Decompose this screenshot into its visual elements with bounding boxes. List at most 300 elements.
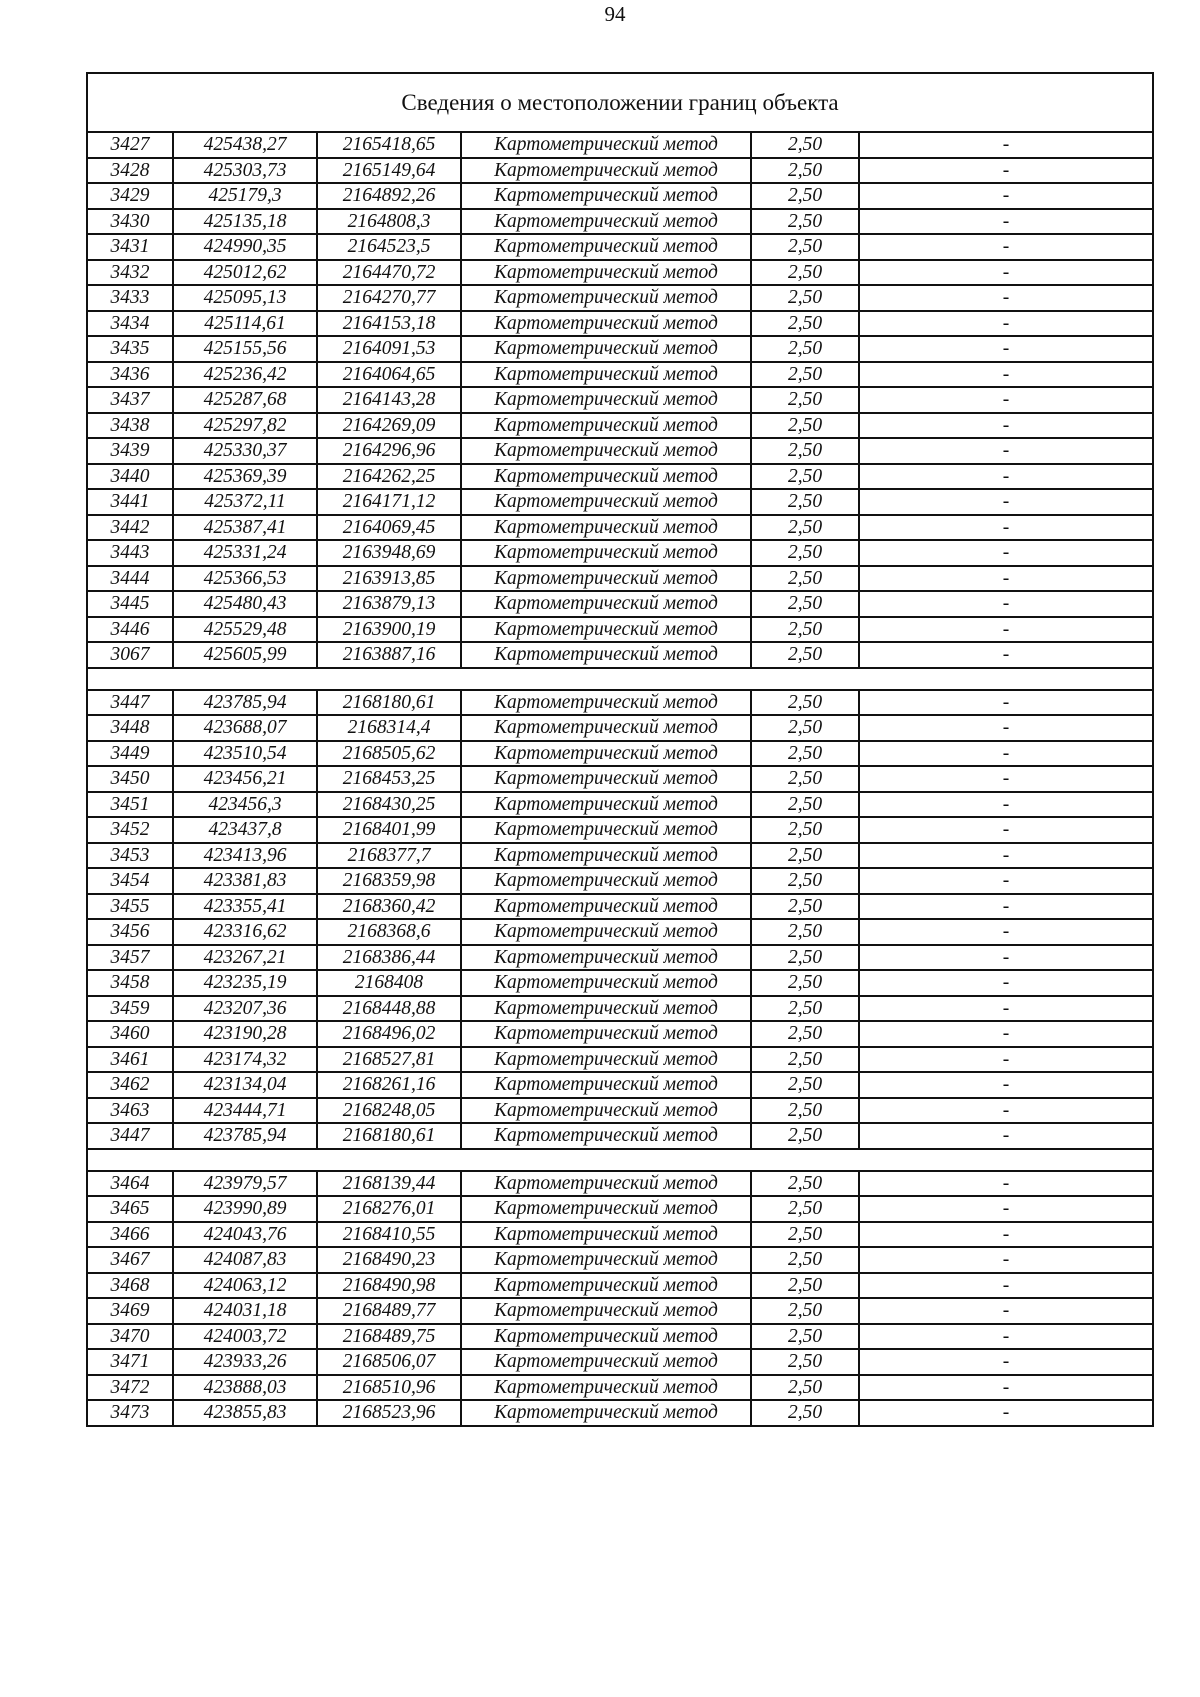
description-cell: -: [859, 817, 1153, 843]
description-cell: -: [859, 413, 1153, 439]
description-cell: -: [859, 566, 1153, 592]
description-cell: -: [859, 1123, 1153, 1149]
y-coordinate-cell: 2168430,25: [317, 792, 461, 818]
description-cell: -: [859, 690, 1153, 716]
x-coordinate-cell: 423456,21: [173, 766, 317, 792]
y-coordinate-cell: 2168180,61: [317, 1123, 461, 1149]
y-coordinate-cell: 2164269,09: [317, 413, 461, 439]
table-caption-row: [87, 73, 1153, 132]
x-coordinate-cell: 425372,11: [173, 489, 317, 515]
x-coordinate-cell: 423456,3: [173, 792, 317, 818]
accuracy-cell: 2,50: [751, 413, 859, 439]
table-row: [87, 945, 1153, 971]
accuracy-cell: 2,50: [751, 970, 859, 996]
method-cell: Картометрический метод: [461, 336, 751, 362]
method-cell: Картометрический метод: [461, 766, 751, 792]
x-coordinate-cell: 425369,39: [173, 464, 317, 490]
point-number-cell: 3436: [87, 362, 173, 388]
method-cell: Картометрический метод: [461, 1196, 751, 1222]
x-coordinate-cell: 425179,3: [173, 183, 317, 209]
x-coordinate-cell: 424031,18: [173, 1298, 317, 1324]
accuracy-cell: 2,50: [751, 1123, 859, 1149]
y-coordinate-cell: 2168506,07: [317, 1349, 461, 1375]
accuracy-cell: 2,50: [751, 1047, 859, 1073]
x-coordinate-cell: 425366,53: [173, 566, 317, 592]
y-coordinate-cell: 2168359,98: [317, 868, 461, 894]
table-row: [87, 1072, 1153, 1098]
description-cell: -: [859, 489, 1153, 515]
accuracy-cell: 2,50: [751, 1298, 859, 1324]
point-number-cell: 3434: [87, 311, 173, 337]
description-cell: -: [859, 387, 1153, 413]
point-number-cell: 3439: [87, 438, 173, 464]
accuracy-cell: 2,50: [751, 919, 859, 945]
accuracy-cell: 2,50: [751, 1349, 859, 1375]
description-cell: -: [859, 1273, 1153, 1299]
accuracy-cell: 2,50: [751, 183, 859, 209]
x-coordinate-cell: 425095,13: [173, 285, 317, 311]
point-number-cell: 3459: [87, 996, 173, 1022]
y-coordinate-cell: 2168453,25: [317, 766, 461, 792]
description-cell: -: [859, 438, 1153, 464]
y-coordinate-cell: 2168527,81: [317, 1047, 461, 1073]
x-coordinate-cell: 424043,76: [173, 1222, 317, 1248]
table-row: [87, 1171, 1153, 1197]
method-cell: Картометрический метод: [461, 1400, 751, 1426]
table-row: [87, 413, 1153, 439]
description-cell: -: [859, 1021, 1153, 1047]
x-coordinate-cell: 424087,83: [173, 1247, 317, 1273]
method-cell: Картометрический метод: [461, 387, 751, 413]
point-number-cell: 3067: [87, 642, 173, 668]
point-number-cell: 3455: [87, 894, 173, 920]
description-cell: -: [859, 234, 1153, 260]
x-coordinate-cell: 423134,04: [173, 1072, 317, 1098]
method-cell: Картометрический метод: [461, 919, 751, 945]
accuracy-cell: 2,50: [751, 1098, 859, 1124]
accuracy-cell: 2,50: [751, 1247, 859, 1273]
accuracy-cell: 2,50: [751, 540, 859, 566]
method-cell: Картометрический метод: [461, 540, 751, 566]
y-coordinate-cell: 2168448,88: [317, 996, 461, 1022]
table-row: [87, 540, 1153, 566]
method-cell: Картометрический метод: [461, 285, 751, 311]
description-cell: -: [859, 919, 1153, 945]
accuracy-cell: 2,50: [751, 945, 859, 971]
x-coordinate-cell: 423174,32: [173, 1047, 317, 1073]
x-coordinate-cell: 425135,18: [173, 209, 317, 235]
table-row: [87, 591, 1153, 617]
method-cell: Картометрический метод: [461, 209, 751, 235]
method-cell: Картометрический метод: [461, 1273, 751, 1299]
point-number-cell: 3452: [87, 817, 173, 843]
point-number-cell: 3464: [87, 1171, 173, 1197]
accuracy-cell: 2,50: [751, 158, 859, 184]
description-cell: -: [859, 183, 1153, 209]
point-number-cell: 3470: [87, 1324, 173, 1350]
x-coordinate-cell: 425438,27: [173, 132, 317, 158]
point-number-cell: 3453: [87, 843, 173, 869]
table-row: [87, 1273, 1153, 1299]
table-body: [87, 132, 1153, 1426]
x-coordinate-cell: 423381,83: [173, 868, 317, 894]
method-cell: Картометрический метод: [461, 894, 751, 920]
x-coordinate-cell: 423510,54: [173, 741, 317, 767]
description-cell: -: [859, 1098, 1153, 1124]
accuracy-cell: 2,50: [751, 766, 859, 792]
description-cell: -: [859, 868, 1153, 894]
y-coordinate-cell: 2168523,96: [317, 1400, 461, 1426]
description-cell: -: [859, 715, 1153, 741]
table-row: [87, 1324, 1153, 1350]
x-coordinate-cell: 425287,68: [173, 387, 317, 413]
point-number-cell: 3427: [87, 132, 173, 158]
y-coordinate-cell: 2164069,45: [317, 515, 461, 541]
x-coordinate-cell: 423437,8: [173, 817, 317, 843]
y-coordinate-cell: 2164171,12: [317, 489, 461, 515]
method-cell: Картометрический метод: [461, 945, 751, 971]
y-coordinate-cell: 2163913,85: [317, 566, 461, 592]
y-coordinate-cell: 2163887,16: [317, 642, 461, 668]
table-row: [87, 336, 1153, 362]
point-number-cell: 3450: [87, 766, 173, 792]
accuracy-cell: 2,50: [751, 1324, 859, 1350]
accuracy-cell: 2,50: [751, 996, 859, 1022]
x-coordinate-cell: 423235,19: [173, 970, 317, 996]
table-row: [87, 817, 1153, 843]
accuracy-cell: 2,50: [751, 464, 859, 490]
point-number-cell: 3433: [87, 285, 173, 311]
y-coordinate-cell: 2168496,02: [317, 1021, 461, 1047]
y-coordinate-cell: 2164296,96: [317, 438, 461, 464]
method-cell: Картометрический метод: [461, 311, 751, 337]
table-row: [87, 132, 1153, 158]
accuracy-cell: 2,50: [751, 817, 859, 843]
y-coordinate-cell: 2164153,18: [317, 311, 461, 337]
description-cell: -: [859, 260, 1153, 286]
accuracy-cell: 2,50: [751, 894, 859, 920]
table-row: [87, 260, 1153, 286]
table-row: [87, 970, 1153, 996]
table-row: [87, 1349, 1153, 1375]
accuracy-cell: 2,50: [751, 515, 859, 541]
y-coordinate-cell: 2168490,23: [317, 1247, 461, 1273]
point-number-cell: 3457: [87, 945, 173, 971]
y-coordinate-cell: 2163900,19: [317, 617, 461, 643]
x-coordinate-cell: 425297,82: [173, 413, 317, 439]
table-row: [87, 919, 1153, 945]
point-number-cell: 3466: [87, 1222, 173, 1248]
description-cell: -: [859, 617, 1153, 643]
x-coordinate-cell: 425529,48: [173, 617, 317, 643]
table-row: [87, 387, 1153, 413]
y-coordinate-cell: 2168276,01: [317, 1196, 461, 1222]
accuracy-cell: 2,50: [751, 715, 859, 741]
method-cell: Картометрический метод: [461, 260, 751, 286]
table-row: [87, 1400, 1153, 1426]
method-cell: Картометрический метод: [461, 1047, 751, 1073]
table-row: [87, 1375, 1153, 1401]
method-cell: Картометрический метод: [461, 1098, 751, 1124]
table-row: [87, 894, 1153, 920]
y-coordinate-cell: 2168489,77: [317, 1298, 461, 1324]
description-cell: -: [859, 1171, 1153, 1197]
y-coordinate-cell: 2168386,44: [317, 945, 461, 971]
description-cell: -: [859, 285, 1153, 311]
table-row: [87, 792, 1153, 818]
description-cell: -: [859, 642, 1153, 668]
y-coordinate-cell: 2168261,16: [317, 1072, 461, 1098]
accuracy-cell: 2,50: [751, 868, 859, 894]
y-coordinate-cell: 2168377,7: [317, 843, 461, 869]
description-cell: -: [859, 1349, 1153, 1375]
method-cell: Картометрический метод: [461, 1324, 751, 1350]
y-coordinate-cell: 2168248,05: [317, 1098, 461, 1124]
description-cell: -: [859, 362, 1153, 388]
point-number-cell: 3442: [87, 515, 173, 541]
x-coordinate-cell: 423785,94: [173, 690, 317, 716]
accuracy-cell: 2,50: [751, 209, 859, 235]
accuracy-cell: 2,50: [751, 234, 859, 260]
boundary-coordinates-table: [86, 72, 1154, 1427]
table-caption: Сведения о местоположении границ объекта: [87, 73, 1153, 132]
method-cell: Картометрический метод: [461, 1375, 751, 1401]
table-row: [87, 1098, 1153, 1124]
method-cell: Картометрический метод: [461, 132, 751, 158]
table-row: [87, 741, 1153, 767]
description-cell: -: [859, 336, 1153, 362]
accuracy-cell: 2,50: [751, 1222, 859, 1248]
y-coordinate-cell: 2164523,5: [317, 234, 461, 260]
y-coordinate-cell: 2168368,6: [317, 919, 461, 945]
method-cell: Картометрический метод: [461, 1021, 751, 1047]
method-cell: Картометрический метод: [461, 183, 751, 209]
method-cell: Картометрический метод: [461, 413, 751, 439]
point-number-cell: 3471: [87, 1349, 173, 1375]
table-row: [87, 843, 1153, 869]
x-coordinate-cell: 425303,73: [173, 158, 317, 184]
point-number-cell: 3430: [87, 209, 173, 235]
table-row: [87, 311, 1153, 337]
method-cell: Картометрический метод: [461, 617, 751, 643]
x-coordinate-cell: 425331,24: [173, 540, 317, 566]
accuracy-cell: 2,50: [751, 1171, 859, 1197]
x-coordinate-cell: 423267,21: [173, 945, 317, 971]
point-number-cell: 3472: [87, 1375, 173, 1401]
group-separator-row: [87, 1149, 1153, 1171]
x-coordinate-cell: 425387,41: [173, 515, 317, 541]
point-number-cell: 3432: [87, 260, 173, 286]
table-row: [87, 285, 1153, 311]
table-row: [87, 617, 1153, 643]
accuracy-cell: 2,50: [751, 566, 859, 592]
x-coordinate-cell: 425605,99: [173, 642, 317, 668]
description-cell: -: [859, 464, 1153, 490]
table-row: [87, 1247, 1153, 1273]
point-number-cell: 3431: [87, 234, 173, 260]
description-cell: -: [859, 209, 1153, 235]
x-coordinate-cell: 423190,28: [173, 1021, 317, 1047]
description-cell: -: [859, 843, 1153, 869]
y-coordinate-cell: 2168489,75: [317, 1324, 461, 1350]
description-cell: -: [859, 1400, 1153, 1426]
y-coordinate-cell: 2164064,65: [317, 362, 461, 388]
description-cell: -: [859, 945, 1153, 971]
accuracy-cell: 2,50: [751, 311, 859, 337]
table-row: [87, 489, 1153, 515]
method-cell: Картометрический метод: [461, 996, 751, 1022]
description-cell: -: [859, 515, 1153, 541]
description-cell: -: [859, 1298, 1153, 1324]
method-cell: Картометрический метод: [461, 690, 751, 716]
accuracy-cell: 2,50: [751, 489, 859, 515]
description-cell: -: [859, 1196, 1153, 1222]
accuracy-cell: 2,50: [751, 336, 859, 362]
point-number-cell: 3444: [87, 566, 173, 592]
table-row: [87, 1123, 1153, 1149]
point-number-cell: 3447: [87, 1123, 173, 1149]
point-number-cell: 3449: [87, 741, 173, 767]
accuracy-cell: 2,50: [751, 362, 859, 388]
accuracy-cell: 2,50: [751, 591, 859, 617]
method-cell: Картометрический метод: [461, 792, 751, 818]
x-coordinate-cell: 424063,12: [173, 1273, 317, 1299]
x-coordinate-cell: 423888,03: [173, 1375, 317, 1401]
accuracy-cell: 2,50: [751, 1021, 859, 1047]
point-number-cell: 3447: [87, 690, 173, 716]
point-number-cell: 3448: [87, 715, 173, 741]
method-cell: Картометрический метод: [461, 1123, 751, 1149]
description-cell: -: [859, 132, 1153, 158]
x-coordinate-cell: 425480,43: [173, 591, 317, 617]
table-row: [87, 1222, 1153, 1248]
accuracy-cell: 2,50: [751, 1375, 859, 1401]
description-cell: -: [859, 1047, 1153, 1073]
group-separator-row: [87, 668, 1153, 690]
y-coordinate-cell: 2168360,42: [317, 894, 461, 920]
table-row: [87, 158, 1153, 184]
point-number-cell: 3462: [87, 1072, 173, 1098]
x-coordinate-cell: 424003,72: [173, 1324, 317, 1350]
group-separator-cell: [87, 1149, 1153, 1171]
y-coordinate-cell: 2168510,96: [317, 1375, 461, 1401]
description-cell: -: [859, 741, 1153, 767]
y-coordinate-cell: 2163948,69: [317, 540, 461, 566]
accuracy-cell: 2,50: [751, 438, 859, 464]
y-coordinate-cell: 2168410,55: [317, 1222, 461, 1248]
x-coordinate-cell: 425155,56: [173, 336, 317, 362]
accuracy-cell: 2,50: [751, 843, 859, 869]
point-number-cell: 3454: [87, 868, 173, 894]
description-cell: -: [859, 158, 1153, 184]
x-coordinate-cell: 423444,71: [173, 1098, 317, 1124]
point-number-cell: 3428: [87, 158, 173, 184]
y-coordinate-cell: 2163879,13: [317, 591, 461, 617]
y-coordinate-cell: 2165418,65: [317, 132, 461, 158]
point-number-cell: 3467: [87, 1247, 173, 1273]
method-cell: Картометрический метод: [461, 1349, 751, 1375]
accuracy-cell: 2,50: [751, 260, 859, 286]
method-cell: Картометрический метод: [461, 868, 751, 894]
table-row: [87, 1047, 1153, 1073]
x-coordinate-cell: 423355,41: [173, 894, 317, 920]
method-cell: Картометрический метод: [461, 970, 751, 996]
description-cell: -: [859, 766, 1153, 792]
y-coordinate-cell: 2168139,44: [317, 1171, 461, 1197]
method-cell: Картометрический метод: [461, 438, 751, 464]
y-coordinate-cell: 2164470,72: [317, 260, 461, 286]
table-row: [87, 1196, 1153, 1222]
point-number-cell: 3468: [87, 1273, 173, 1299]
y-coordinate-cell: 2164262,25: [317, 464, 461, 490]
table-row: [87, 209, 1153, 235]
point-number-cell: 3473: [87, 1400, 173, 1426]
method-cell: Картометрический метод: [461, 158, 751, 184]
description-cell: -: [859, 1375, 1153, 1401]
method-cell: Картометрический метод: [461, 489, 751, 515]
point-number-cell: 3443: [87, 540, 173, 566]
table-row: [87, 996, 1153, 1022]
accuracy-cell: 2,50: [751, 617, 859, 643]
point-number-cell: 3451: [87, 792, 173, 818]
x-coordinate-cell: 423979,57: [173, 1171, 317, 1197]
table-row: [87, 690, 1153, 716]
point-number-cell: 3441: [87, 489, 173, 515]
y-coordinate-cell: 2168490,98: [317, 1273, 461, 1299]
point-number-cell: 3458: [87, 970, 173, 996]
method-cell: Картометрический метод: [461, 817, 751, 843]
accuracy-cell: 2,50: [751, 690, 859, 716]
table-row: [87, 234, 1153, 260]
y-coordinate-cell: 2168401,99: [317, 817, 461, 843]
method-cell: Картометрический метод: [461, 234, 751, 260]
x-coordinate-cell: 423990,89: [173, 1196, 317, 1222]
accuracy-cell: 2,50: [751, 1196, 859, 1222]
method-cell: Картометрический метод: [461, 1171, 751, 1197]
x-coordinate-cell: 425236,42: [173, 362, 317, 388]
x-coordinate-cell: 423933,26: [173, 1349, 317, 1375]
y-coordinate-cell: 2164143,28: [317, 387, 461, 413]
point-number-cell: 3461: [87, 1047, 173, 1073]
method-cell: Картометрический метод: [461, 843, 751, 869]
method-cell: Картометрический метод: [461, 591, 751, 617]
method-cell: Картометрический метод: [461, 741, 751, 767]
table-row: [87, 868, 1153, 894]
table-row: [87, 515, 1153, 541]
description-cell: -: [859, 1247, 1153, 1273]
table-row: [87, 183, 1153, 209]
x-coordinate-cell: 423316,62: [173, 919, 317, 945]
accuracy-cell: 2,50: [751, 132, 859, 158]
accuracy-cell: 2,50: [751, 741, 859, 767]
table-row: [87, 362, 1153, 388]
y-coordinate-cell: 2164808,3: [317, 209, 461, 235]
accuracy-cell: 2,50: [751, 387, 859, 413]
point-number-cell: 3460: [87, 1021, 173, 1047]
method-cell: Картометрический метод: [461, 464, 751, 490]
point-number-cell: 3438: [87, 413, 173, 439]
description-cell: -: [859, 311, 1153, 337]
accuracy-cell: 2,50: [751, 642, 859, 668]
table-row: [87, 766, 1153, 792]
point-number-cell: 3437: [87, 387, 173, 413]
point-number-cell: 3429: [87, 183, 173, 209]
method-cell: Картометрический метод: [461, 715, 751, 741]
point-number-cell: 3435: [87, 336, 173, 362]
boundary-table-container: [86, 72, 1152, 1427]
point-number-cell: 3440: [87, 464, 173, 490]
accuracy-cell: 2,50: [751, 792, 859, 818]
